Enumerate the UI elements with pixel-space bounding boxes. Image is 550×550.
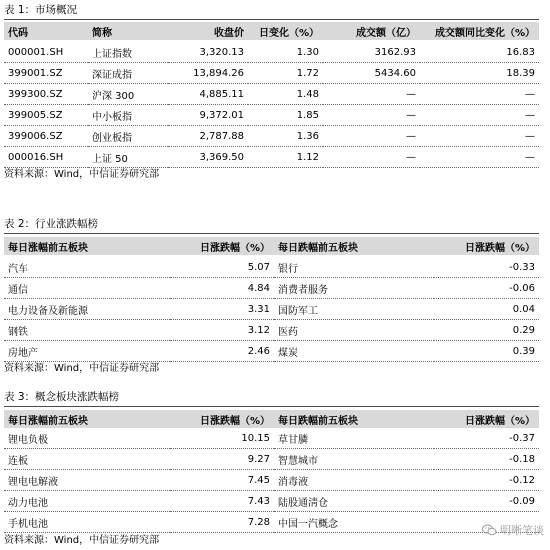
cell-loser-pct: 0.39 xyxy=(434,341,539,362)
cell-gainer-pct: 5.07 xyxy=(170,257,274,278)
table-row xyxy=(4,299,539,320)
cell-name: 上证指数 xyxy=(88,42,168,63)
table-1-title: 表 1：市场概况 xyxy=(4,3,539,20)
cell-gainer-sector: 电力设备及新能源 xyxy=(4,299,170,320)
cell-loser-pct: 0.29 xyxy=(434,320,539,341)
cell-daily-change: 1.72 xyxy=(248,63,323,84)
cell-loser-pct: -0.37 xyxy=(434,428,539,449)
cell-daily-change: 1.30 xyxy=(248,42,323,63)
cell-code: 000016.SH xyxy=(4,147,88,168)
cell-close: 2,787.88 xyxy=(168,126,248,147)
table-2-title: 表 2：行业涨跌幅榜 xyxy=(4,217,539,234)
cell-gainer-sector: 房地产 xyxy=(4,341,170,362)
table-3-title: 表 3：概念板块涨跌幅榜 xyxy=(4,390,539,407)
header-top-gainers: 每日涨幅前五板块 xyxy=(8,242,88,254)
header-top-losers: 每日跌幅前五板块 xyxy=(278,415,358,427)
table-2-source: 资料来源：Wind，中信证券研究部 xyxy=(4,363,160,374)
watermark xyxy=(482,522,544,538)
cell-turnover-yoy: — xyxy=(420,84,539,105)
cell-name: 创业板指 xyxy=(88,126,168,147)
table-row xyxy=(4,428,539,449)
cell-turnover-yoy: 18.39 xyxy=(420,63,539,84)
cell-turnover: — xyxy=(323,147,420,168)
cell-turnover: 5434.60 xyxy=(323,63,420,84)
cell-name: 上证 50 xyxy=(88,147,168,168)
header-name: 简称 xyxy=(92,27,112,39)
table-1-header xyxy=(4,22,539,40)
cell-gainer-sector: 通信 xyxy=(4,278,170,299)
cell-loser-pct: -0.33 xyxy=(434,257,539,278)
cell-daily-change: 1.48 xyxy=(248,84,323,105)
header-loss-pct: 日涨跌幅（%） xyxy=(464,415,535,427)
table-row xyxy=(4,470,539,491)
cell-gainer-pct: 7.45 xyxy=(170,470,274,491)
cell-turnover-yoy: — xyxy=(420,105,539,126)
cell-loser-pct: -0.12 xyxy=(434,470,539,491)
cell-loser-pct: -0.18 xyxy=(434,449,539,470)
table-3-header xyxy=(4,410,539,428)
header-top-gainers: 每日涨幅前五板块 xyxy=(8,415,88,427)
cell-gainer-pct: 2.46 xyxy=(170,341,274,362)
cell-turnover: 3162.93 xyxy=(323,42,420,63)
table-row xyxy=(4,126,539,147)
cell-loser-pct: -0.06 xyxy=(434,278,539,299)
cell-code: 399001.SZ xyxy=(4,63,88,84)
cell-loser-concept: 智慧城市 xyxy=(274,449,434,470)
header-daily-change: 日变化（%） xyxy=(258,27,319,39)
table-row xyxy=(4,105,539,126)
table-row xyxy=(4,512,539,533)
cell-daily-change: 1.36 xyxy=(248,126,323,147)
header-top-losers: 每日跌幅前五板块 xyxy=(278,242,358,254)
cell-loser-sector: 国防军工 xyxy=(274,299,434,320)
table-row xyxy=(4,491,539,512)
table-row xyxy=(4,320,539,341)
cell-gainer-concept: 动力电池 xyxy=(4,491,170,512)
cell-gainer-concept: 锂电负极 xyxy=(4,428,170,449)
cell-close: 9,372.01 xyxy=(168,105,248,126)
wechat-icon xyxy=(482,524,497,536)
cell-daily-change: 1.85 xyxy=(248,105,323,126)
header-code: 代码 xyxy=(8,27,28,39)
cell-turnover: — xyxy=(323,84,420,105)
header-turnover: 成交额（亿） xyxy=(356,27,416,39)
cell-loser-sector: 银行 xyxy=(274,257,434,278)
cell-loser-concept: 陆股通淸仓 xyxy=(274,491,434,512)
cell-code: 399005.SZ xyxy=(4,105,88,126)
table-row xyxy=(4,84,539,105)
table-2-header xyxy=(4,237,539,255)
cell-close: 4,885.11 xyxy=(168,84,248,105)
table-row xyxy=(4,449,539,470)
cell-code: 399006.SZ xyxy=(4,126,88,147)
cell-turnover: — xyxy=(323,105,420,126)
cell-turnover-yoy: — xyxy=(420,147,539,168)
cell-turnover-yoy: — xyxy=(420,126,539,147)
cell-gainer-concept: 手机电池 xyxy=(4,512,170,533)
cell-gainer-sector: 钢铁 xyxy=(4,320,170,341)
header-loss-pct: 日涨跌幅（%） xyxy=(464,242,535,254)
cell-gainer-pct: 3.12 xyxy=(170,320,274,341)
header-turnover-yoy: 成交额同比变化（%） xyxy=(434,27,535,39)
cell-loser-concept: 中国一汽概念 xyxy=(274,512,434,533)
cell-loser-pct: -0.09 xyxy=(434,491,539,512)
cell-loser-pct: 0.04 xyxy=(434,299,539,320)
cell-gainer-pct: 7.43 xyxy=(170,491,274,512)
cell-loser-concept: 消毒液 xyxy=(274,470,434,491)
table-1-source: 资料来源：Wind，中信证券研究部 xyxy=(4,169,160,180)
cell-turnover-yoy: 16.83 xyxy=(420,42,539,63)
table-row xyxy=(4,63,539,84)
cell-gainer-pct: 7.28 xyxy=(170,512,274,533)
cell-name: 深证成指 xyxy=(88,63,168,84)
header-gain-pct: 日涨跌幅（%） xyxy=(199,415,270,427)
table-row xyxy=(4,341,539,362)
cell-loser-concept: 草甘膦 xyxy=(274,428,434,449)
cell-gainer-pct: 9.27 xyxy=(170,449,274,470)
cell-gainer-sector: 汽车 xyxy=(4,257,170,278)
cell-gainer-pct: 4.84 xyxy=(170,278,274,299)
cell-close: 3,369.50 xyxy=(168,147,248,168)
cell-name: 中小板指 xyxy=(88,105,168,126)
cell-gainer-pct: 3.31 xyxy=(170,299,274,320)
table-row xyxy=(4,147,539,168)
cell-code: 399300.SZ xyxy=(4,84,88,105)
cell-close: 3,320.13 xyxy=(168,42,248,63)
cell-daily-change: 1.12 xyxy=(248,147,323,168)
header-gain-pct: 日涨跌幅（%） xyxy=(199,242,270,254)
cell-gainer-concept: 连板 xyxy=(4,449,170,470)
table-row xyxy=(4,278,539,299)
cell-code: 000001.SH xyxy=(4,42,88,63)
cell-name: 沪深 300 xyxy=(88,84,168,105)
cell-loser-sector: 消费者服务 xyxy=(274,278,434,299)
cell-close: 13,894.26 xyxy=(168,63,248,84)
watermark-text: 明晰笔谈 xyxy=(500,524,544,537)
cell-loser-sector: 医药 xyxy=(274,320,434,341)
table-row xyxy=(4,257,539,278)
table-3-source: 资料来源：Wind，中信证券研究部 xyxy=(4,535,160,546)
cell-loser-sector: 煤炭 xyxy=(274,341,434,362)
table-row xyxy=(4,42,539,63)
cell-gainer-concept: 锂电电解液 xyxy=(4,470,170,491)
header-close: 收盘价 xyxy=(214,27,244,39)
cell-gainer-pct: 10.15 xyxy=(170,428,274,449)
cell-turnover: — xyxy=(323,126,420,147)
